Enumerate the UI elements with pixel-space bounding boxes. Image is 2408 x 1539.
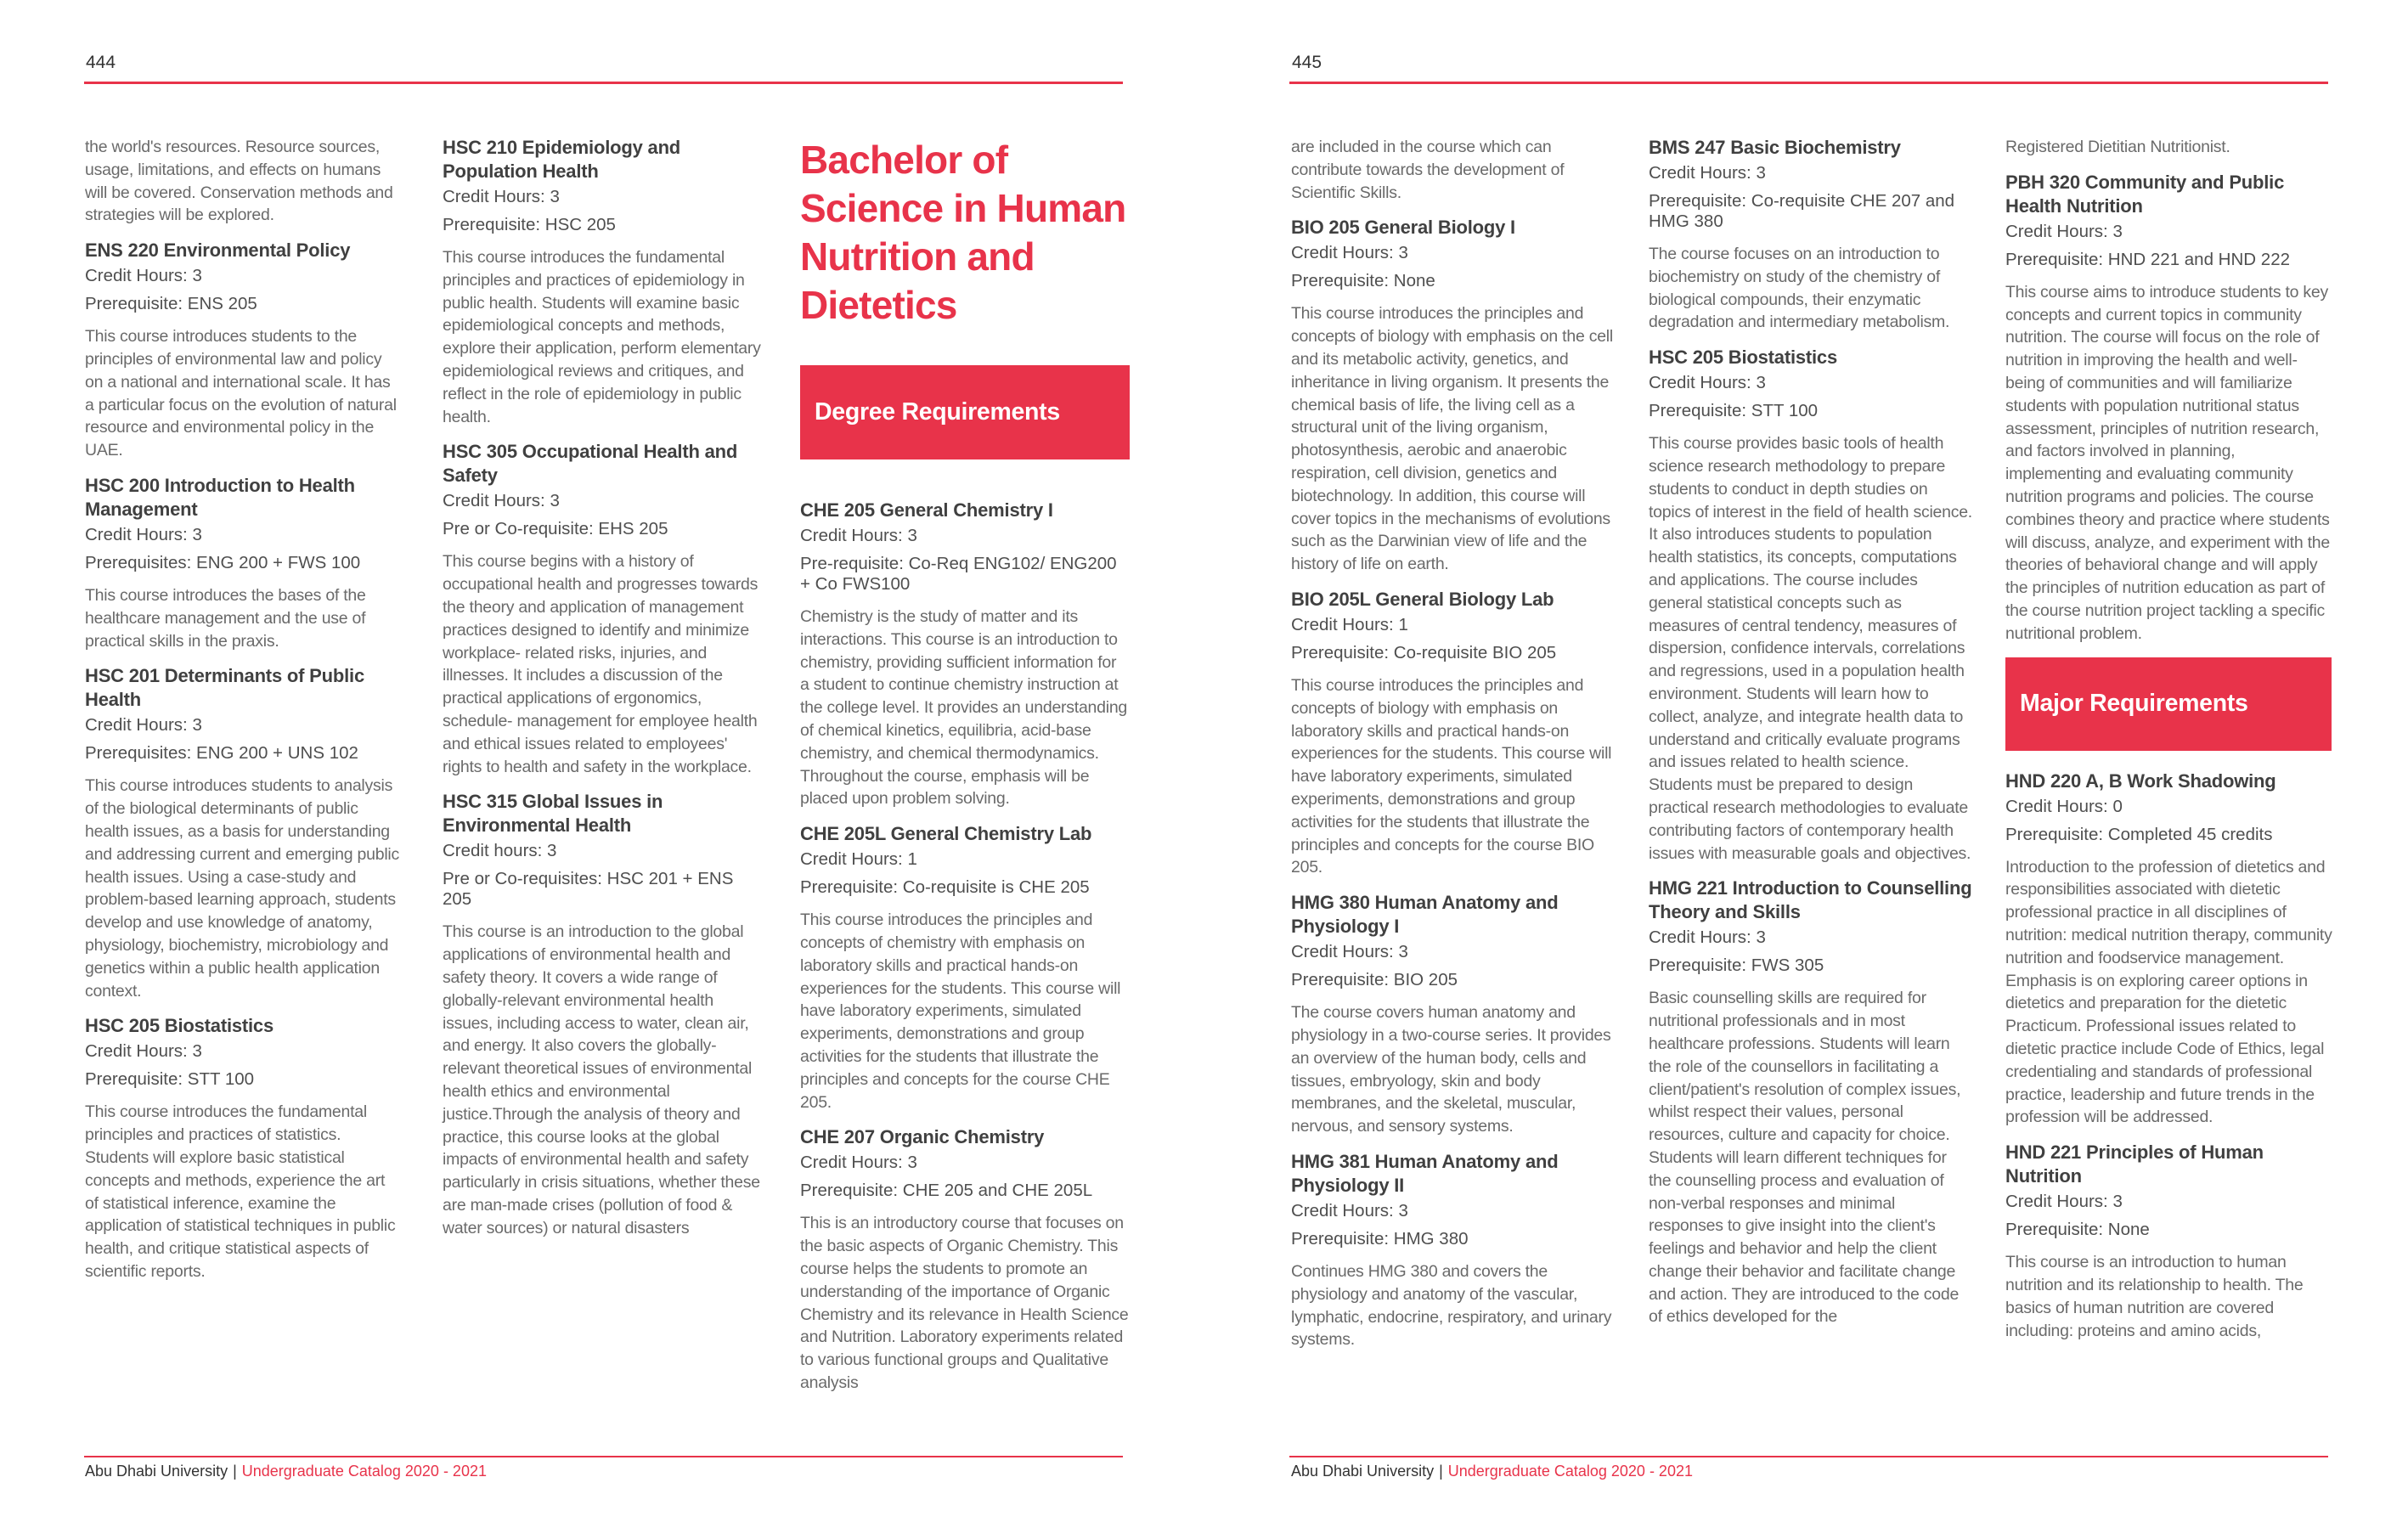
page-footer: [85, 1462, 487, 1480]
credit-hours: Credit Hours: 1: [1291, 614, 1408, 634]
prerequisite: Prerequisite: Co-requisite BIO 205: [1291, 642, 1557, 662]
footer-university: Abu Dhabi University: [1291, 1463, 1435, 1480]
credit-hours: Credit Hours: 3: [800, 1153, 917, 1173]
prerequisite: Prerequisite: FWS 305: [1649, 956, 1824, 976]
prerequisite: Prerequisite: CHE 205 and CHE 205L: [800, 1181, 1093, 1201]
course-entry: [443, 136, 767, 428]
course-title: ENS 220 Environmental Policy: [85, 240, 351, 262]
header-rule: [84, 82, 1123, 84]
credit-hours: Credit Hours: 3: [85, 1041, 202, 1062]
left-column-2: [443, 136, 767, 1252]
footer-separator: |: [1439, 1463, 1443, 1480]
continued-text: the world's resources. Resource sources, usage, limitations, and effects on humans will be covered. Conservation methods and strategies will be explored.: [85, 138, 393, 225]
course-entry: [1291, 588, 1614, 879]
course-title: HSC 305 Occupational Health and Safety: [443, 441, 738, 487]
course-description: This course introduces students to the principles of environmental law and policy on a national and international scale. It has a particular focus on the evolution of natural resource and environmental policy in the UAE.: [85, 327, 397, 460]
course-description: This course introduces the fundamental principles and practices of statistics. Students will explore basic statistical concepts and methods, experience the art of statistical inference, examine the application of statistical techniques in public health, and critique statistical aspects of scientific reports.: [85, 1102, 396, 1281]
left-column-1: [85, 136, 399, 1295]
page-footer: [1291, 1462, 1693, 1480]
prerequisite: Prerequisite: BIO 205: [1291, 970, 1458, 990]
course-description: This course introduces the principles and concepts of chemistry with emphasis on laboratory skills and practical hands-on experiences for the students. This course will have laboratory experiments, simulated experiments, demonstrations and group activities for the students that illustrate the principles and concepts for the course CHE 205.: [800, 910, 1121, 1112]
footer-rule: [84, 1456, 1123, 1457]
course-description: This course introduces students to analysis of the biological determinants of public health issues, as a basis for understanding and addressing current and emerging public health issues. Using a case-study and problem-based learning approach, students develop and use knowledge of anatomy, physiology, biochemistry, microbiology and genetics within a public health application context.: [85, 776, 399, 1001]
credit-hours: Credit Hours: 3: [1291, 243, 1408, 263]
prerequisite: Prerequisites: ENG 200 + FWS 100: [85, 552, 361, 572]
course-entry: [85, 474, 399, 652]
course-entry: [1649, 136, 1973, 334]
footer-rule: [1289, 1456, 2328, 1457]
right-column-3: [2005, 136, 2332, 1354]
course-title: BIO 205L General Biology Lab: [1291, 588, 1554, 610]
credit-hours: Credit Hours: 0: [2005, 796, 2123, 816]
credit-hours: Credit Hours: 3: [1649, 927, 1766, 948]
credit-hours: Credit Hours: 3: [1649, 373, 1766, 393]
course-title: HSC 205 Biostatistics: [85, 1015, 274, 1037]
course-description: This is an introductory course that focuses on the basic aspects of Organic Chemistry. This course helps the students to promote an understanding of the importance of Organic Chemistry and its relevance in Health Science and Nutrition. Laboratory experiments related to various functional groups and Qualitative analysis: [800, 1214, 1129, 1392]
course-entry: [1649, 877, 1973, 1328]
program-title: Bachelor of Science in Human Nutrition and Dietetics: [800, 138, 1126, 327]
course-description: This course aims to introduce students to key concepts and current topics in community nutrition. The course will focus on the role of nutrition in improving the health and well-being of communities and will familiarize students with population nutritional status assessment, principles of nutrition research, and factors involved in planning, implementing and evaluating community nutrition programs and policies. The course combines theory and practice where students will discuss, analyze, and experiment with the theories of behavioral change and will apply the principles of nutrition education as part of the course nutrition project tackling a specific nutritional problem.: [2005, 282, 2330, 643]
prerequisite: Prerequisite: ENS 205: [85, 294, 257, 314]
credit-hours: Credit Hours: 3: [443, 491, 560, 511]
footer-catalog: Undergraduate Catalog 2020 - 2021: [1447, 1463, 1693, 1480]
prerequisite: Prerequisite: HMG 380: [1291, 1228, 1469, 1249]
course-entry: [1291, 1150, 1614, 1351]
course-title: BIO 205 General Biology I: [1291, 217, 1515, 239]
course-entry: [85, 664, 399, 1002]
credit-hours: Credit Hours: 3: [2005, 1192, 2123, 1212]
course-description: This course is an introduction to the global applications of environmental health and safety theory. It covers a wide range of globally-relevant environmental health issues, including access to water, clean air, and energy. It also covers the globally-relevant theoretical issues of environmental health ethics and environmental justice.Through the analysis of theory and practice, this course looks at the global impacts of environmental health and safety particularly in crisis situations, whether these are man-made crises (pollution of food & water sources) or natural disasters: [443, 922, 760, 1237]
left-column-3: [800, 136, 1130, 1407]
prerequisite: Prerequisites: ENG 200 + UNS 102: [85, 743, 358, 764]
course-description: Chemistry is the study of matter and its interactions. This course is an introduction to chemistry, providing sufficient information for a student to continue chemistry instruction at the college level. It provides an understanding of chemical kinetics, equilibria, acid-base chemistry, and chemical thermodynamics. Throughout the course, emphasis will be placed upon problem solving.: [800, 607, 1128, 809]
course-entry: [800, 499, 1130, 810]
prerequisite: Prerequisite: HND 221 and HND 222: [2005, 249, 2290, 269]
course-title: HSC 200 Introduction to Health Management: [85, 474, 355, 520]
course-entry: [85, 239, 399, 462]
credit-hours: Credit Hours: 3: [85, 715, 202, 736]
credit-hours: Credit Hours: 1: [800, 849, 917, 870]
credit-hours: Credit Hours: 3: [443, 187, 560, 206]
prerequisite: Prerequisite: Completed 45 credits: [2005, 824, 2273, 844]
course-entry: [1649, 346, 1973, 865]
prerequisite: Prerequisite: HSC 205: [443, 215, 616, 234]
prerequisite: Prerequisite: Co-requisite is CHE 205: [800, 877, 1090, 898]
course-entry: [2005, 1141, 2332, 1342]
prerequisite: Prerequisite: None: [2005, 1220, 2150, 1240]
footer-separator: |: [233, 1463, 237, 1480]
prerequisite: Pre-requisite: Co-Req ENG102/ ENG200 + Co FWS100: [800, 554, 1117, 594]
page-number: 444: [86, 53, 116, 72]
course-description: Introduction to the profession of dietetics and responsibilities associated with dietetic professional practice in all disciplines of nutrition: medical nutrition therapy, community nutrition and foodservice management. Emphasis is on exploring career options in dietetics and preparation for the dietetic Practicum. Professional issues related to dietetic practice include Code of Ethics, legal credentialing and standards of professional practice, leadership and future trends in the profession will be addressed.: [2005, 857, 2332, 1127]
right-column-2: [1649, 136, 1973, 1340]
course-description: This course introduces the bases of the healthcare management and the use of practical skills in the praxis.: [85, 585, 366, 651]
course-entry: [2005, 171, 2332, 645]
course-title: BMS 247 Basic Biochemistry: [1649, 137, 1901, 158]
course-title: HSC 201 Determinants of Public Health: [85, 665, 364, 711]
course-description: The course focuses on an introduction to biochemistry on study of the chemistry of biological compounds, their enzymatic degradation and intermediary metabolism.: [1649, 245, 1950, 332]
course-description: Basic counselling skills are required for nutritional professionals and in most healthcare professions. Students will learn the role of the counsellors in facilitating a client/patient's resolution of complex issues, whilst respect their values, personal resources, culture and capacity for choice. Students will learn different techniques for the counselling process and evaluation of non-verbal responses and minimal responses to give insight into the client's feelings and behavior and help the client change their behavior and facilitate change and action. They are introduced to the code of ethics developed for the: [1649, 989, 1961, 1327]
course-title: CHE 205 General Chemistry I: [800, 499, 1053, 521]
header-rule: [1289, 82, 2328, 84]
course-entry: [443, 440, 767, 778]
course-title: HMG 381 Human Anatomy and Physiology II: [1291, 1150, 1559, 1196]
credit-hours: Credit Hours: 3: [2005, 221, 2123, 241]
degree-requirements-heading: Degree Requirements: [800, 365, 1130, 459]
prerequisite: Prerequisite: None: [1291, 271, 1435, 291]
credit-hours: Credit Hours: 3: [800, 526, 917, 545]
course-title: HSC 315 Global Issues in Environmental Health: [443, 791, 663, 837]
continued-text: Registered Dietitian Nutritionist.: [2005, 138, 2230, 156]
course-description: This course introduces the principles and concepts of biology with emphasis on laboratory skills and practical hands-on experiences for the students. This course will have laboratory experiments, simulated experiments, demonstrations and group activities for the students that illustrate the principles and concepts for the course BIO 205.: [1291, 675, 1612, 877]
course-title: HSC 210 Epidemiology and Population Health: [443, 137, 681, 182]
footer-catalog: Undergraduate Catalog 2020 - 2021: [241, 1463, 487, 1480]
course-entry: [85, 1014, 399, 1282]
right-column-1: [1291, 136, 1614, 1363]
course-description: This course introduces the fundamental principles and practices of epidemiology in public health. Students will examine basic epidemiological concepts and methods, explore their application, perform elementary epidemiological reviews and critiques, and reflect in the role of epidemiology in public health.: [443, 248, 761, 426]
course-entry: [2005, 770, 2332, 1130]
credit-hours: Credit Hours: 3: [85, 524, 202, 544]
course-title: HMG 380 Human Anatomy and Physiology I: [1291, 892, 1559, 938]
credit-hours: Credit Hours: 3: [85, 266, 202, 286]
prerequisite: Prerequisite: STT 100: [85, 1069, 255, 1090]
credit-hours: Credit Hours: 3: [1291, 942, 1408, 962]
credit-hours: Credit Hours: 3: [1649, 163, 1766, 183]
course-entry: [800, 1125, 1130, 1394]
credit-hours: Credit Hours: 3: [1291, 1200, 1408, 1220]
prerequisite: Prerequisite: Co-requisite CHE 207 and HMG 380: [1649, 191, 1955, 231]
course-title: CHE 205L General Chemistry Lab: [800, 823, 1092, 845]
course-description: This course begins with a history of occupational health and progresses towards the theory and application of management practices designed to identify and minimize workplace- related risks, injuries, and illnesses. It includes a discussion of the practical applications of ergonomics, schedule- management for employee health and ethical issues related to employees' rights to health and safety in the workplace.: [443, 552, 758, 776]
course-title: HSC 205 Biostatistics: [1649, 347, 1837, 369]
continued-text: are included in the course which can contribute towards the development of Scientific Skills.: [1291, 138, 1565, 202]
page-number: 445: [1292, 53, 1322, 72]
course-title: PBH 320 Community and Public Health Nutrition: [2005, 171, 2285, 217]
course-title: HND 221 Principles of Human Nutrition: [2005, 1142, 2264, 1187]
course-entry: [1291, 891, 1614, 1138]
prerequisite: Pre or Co-requisite: EHS 205: [443, 519, 668, 539]
course-title: HMG 221 Introduction to Counselling Theory and Skills: [1649, 877, 1972, 923]
course-description: The course covers human anatomy and physiology in a two-course series. It provides an overview of the human body, cells and tissues, embryology, skin and body membranes, and the skeletal, muscular, nervous, and sensory systems.: [1291, 1003, 1611, 1136]
course-description: This course introduces the principles and concepts of biology with emphasis on the cell and its metabolic activity, genetics, and inheritance in living organism. It presents the chemical basis of life, the living cell as a structural unit of the living organism, photosynthesis, aerobic and anaerobic respiration, cell division, genetics and biotechnology. In addition, this course will cover topics in the mechanisms of evolutions such as the Darwinian view of life and the history of life on earth.: [1291, 304, 1613, 574]
course-entry: [800, 822, 1130, 1113]
course-title: CHE 207 Organic Chemistry: [800, 1126, 1045, 1148]
prerequisite: Pre or Co-requisites: HSC 201 + ENS 205: [443, 869, 734, 910]
major-requirements-heading: Major Requirements: [2005, 657, 2332, 751]
course-description: This course provides basic tools of health science research methodology to prepare students to conduct in depth studies on topics of interest in the field of health science. It also introduces students to population health statistics, its concepts, computations and applications. The course includes general statistical concepts such as measures of central tendency, measures of dispersion, confidence intervals, correlations and regressions, used in a population health environment. Students will learn how to collect, analyze, and integrate health data to understand and critically evaluate programs and issues related to health science. Students must be prepared to design practical research methodologies to evaluate contributing factors of contemporary health issues with measurable goals and objectives.: [1649, 434, 1972, 863]
course-description: Continues HMG 380 and covers the physiology and anatomy of the vascular, lymphatic, endocrine, respiratory, and urinary systems.: [1291, 1261, 1612, 1350]
course-title: HND 220 A, B Work Shadowing: [2005, 770, 2276, 792]
course-entry: [443, 790, 767, 1239]
prerequisite: Prerequisite: STT 100: [1649, 401, 1819, 421]
course-description: This course is an introduction to human nutrition and its relationship to health. The basics of human nutrition are covered including: proteins and amino acids,: [2005, 1253, 2304, 1340]
footer-university: Abu Dhabi University: [85, 1463, 228, 1480]
credit-hours: Credit hours: 3: [443, 841, 557, 861]
course-entry: [1291, 216, 1614, 576]
